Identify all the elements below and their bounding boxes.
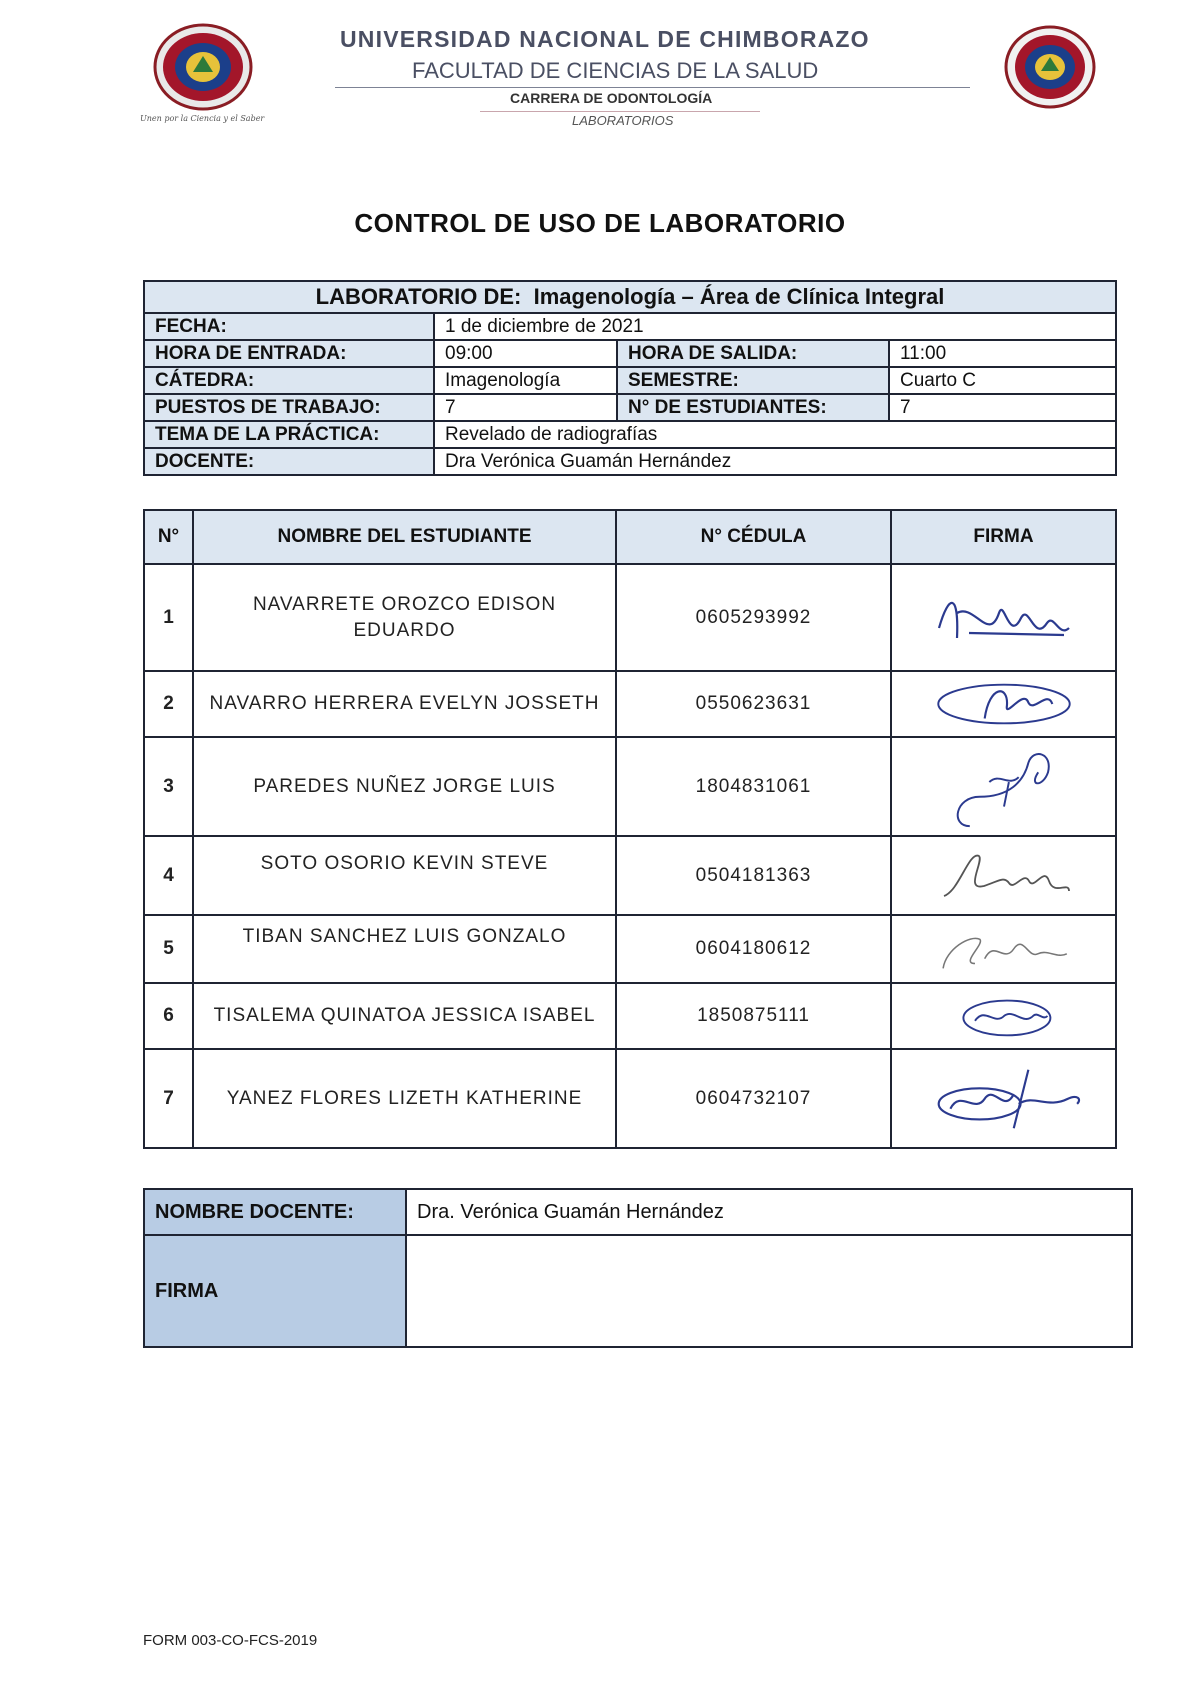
teacher-name-row	[144, 1189, 1132, 1235]
table-row	[144, 1049, 1116, 1148]
teacher-signature-table	[143, 1188, 1133, 1348]
student-signature	[891, 671, 1116, 737]
topic-label: TEMA DE LA PRÁCTICA:	[144, 421, 434, 448]
teacher-name-label: NOMBRE DOCENTE:	[144, 1189, 406, 1235]
lab-heading	[144, 281, 1116, 313]
entry-value: 09:00	[434, 340, 617, 367]
teacher-name-value: Dra. Verónica Guamán Hernández	[406, 1189, 1132, 1235]
handwritten-signature	[919, 1060, 1089, 1138]
table-row	[144, 671, 1116, 737]
form-code: FORM 003-CO-FCS-2019	[143, 1632, 318, 1649]
col-header-name: NOMBRE DEL ESTUDIANTE	[193, 510, 616, 564]
student-signature	[891, 564, 1116, 671]
student-number: 1	[144, 564, 193, 671]
student-name: NAVARRO HERRERA EVELYN JOSSETH	[193, 671, 616, 737]
workstations-label: PUESTOS DE TRABAJO:	[144, 394, 434, 421]
teacher-value: Dra Verónica Guamán Hernández	[434, 448, 1116, 475]
student-id: 0605293992	[616, 564, 891, 671]
student-name: NAVARRETE OROZCO EDISON EDUARDO	[193, 564, 616, 671]
faculty-name: FACULTAD DE CIENCIAS DE LA SALUD	[412, 58, 819, 83]
department-name: LABORATORIOS	[572, 113, 674, 128]
topic-row	[144, 421, 1116, 448]
student-name: TIBAN SANCHEZ LUIS GONZALO	[193, 915, 616, 983]
semester-value: Cuarto C	[889, 367, 1116, 394]
exit-value: 11:00	[889, 340, 1116, 367]
handwritten-signature	[929, 920, 1079, 978]
students-header-row	[144, 510, 1116, 564]
student-number: 5	[144, 915, 193, 983]
chair-row	[144, 367, 1116, 394]
semester-label: SEMESTRE:	[617, 367, 889, 394]
exit-label: HORA DE SALIDA:	[617, 340, 889, 367]
student-name: PAREDES NUÑEZ JORGE LUIS	[193, 737, 616, 836]
student-signature	[891, 836, 1116, 915]
table-row	[144, 915, 1116, 983]
handwritten-signature	[929, 583, 1079, 653]
student-id: 1804831061	[616, 737, 891, 836]
topic-value: Revelado de radiografías	[434, 421, 1116, 448]
handwritten-signature	[929, 841, 1079, 911]
student-signature	[891, 983, 1116, 1049]
logo-caption: Unen por la Ciencia y el Saber	[140, 114, 265, 123]
document-title: CONTROL DE USO DE LABORATORIO	[354, 208, 846, 238]
career-name: CARRERA DE ODONTOLOGÍA	[510, 90, 713, 106]
students-count-label: N° DE ESTUDIANTES:	[617, 394, 889, 421]
student-id: 0604732107	[616, 1049, 891, 1148]
lab-info-table	[143, 280, 1117, 476]
student-name: SOTO OSORIO KEVIN STEVE	[193, 836, 616, 915]
date-row	[144, 313, 1116, 340]
university-seal-logo	[148, 22, 258, 122]
faculty-seal-logo	[1000, 22, 1100, 112]
student-number: 3	[144, 737, 193, 836]
lab-value: Imagenología – Área de Clínica Integral	[533, 284, 945, 309]
student-number: 2	[144, 671, 193, 737]
student-signature	[891, 737, 1116, 836]
workstations-value: 7	[434, 394, 617, 421]
student-name: YANEZ FLORES LIZETH KATHERINE	[193, 1049, 616, 1148]
handwritten-signature	[929, 743, 1079, 831]
university-name: UNIVERSIDAD NACIONAL DE CHIMBORAZO	[340, 26, 870, 52]
teacher-signature-label: FIRMA	[144, 1235, 406, 1347]
lab-label: LABORATORIO DE:	[315, 284, 522, 309]
students-table	[143, 509, 1117, 1149]
chair-label: CÁTEDRA:	[144, 367, 434, 394]
workstations-row	[144, 394, 1116, 421]
handwritten-signature	[929, 987, 1079, 1045]
student-signature	[891, 915, 1116, 983]
lab-row	[144, 281, 1116, 313]
student-id: 0550623631	[616, 671, 891, 737]
student-number: 6	[144, 983, 193, 1049]
teacher-row	[144, 448, 1116, 475]
student-id: 0504181363	[616, 836, 891, 915]
header-divider	[335, 87, 970, 88]
teacher-label: DOCENTE:	[144, 448, 434, 475]
header-divider-2	[480, 111, 760, 112]
student-name: TISALEMA QUINATOA JESSICA ISABEL	[193, 983, 616, 1049]
teacher-signature-row	[144, 1235, 1132, 1347]
date-value: 1 de diciembre de 2021	[434, 313, 1116, 340]
student-id: 0604180612	[616, 915, 891, 983]
entry-label: HORA DE ENTRADA:	[144, 340, 434, 367]
student-number: 4	[144, 836, 193, 915]
handwritten-signature	[929, 675, 1079, 733]
students-count-value: 7	[889, 394, 1116, 421]
table-row	[144, 836, 1116, 915]
student-id: 1850875111	[616, 983, 891, 1049]
chair-value: Imagenología	[434, 367, 617, 394]
teacher-signature-box	[406, 1235, 1132, 1347]
student-number: 7	[144, 1049, 193, 1148]
col-header-signature: FIRMA	[891, 510, 1116, 564]
table-row	[144, 983, 1116, 1049]
date-label: FECHA:	[144, 313, 434, 340]
table-row	[144, 564, 1116, 671]
table-row	[144, 737, 1116, 836]
hours-row	[144, 340, 1116, 367]
col-header-id: N° CÉDULA	[616, 510, 891, 564]
col-header-number: N°	[144, 510, 193, 564]
student-signature	[891, 1049, 1116, 1148]
